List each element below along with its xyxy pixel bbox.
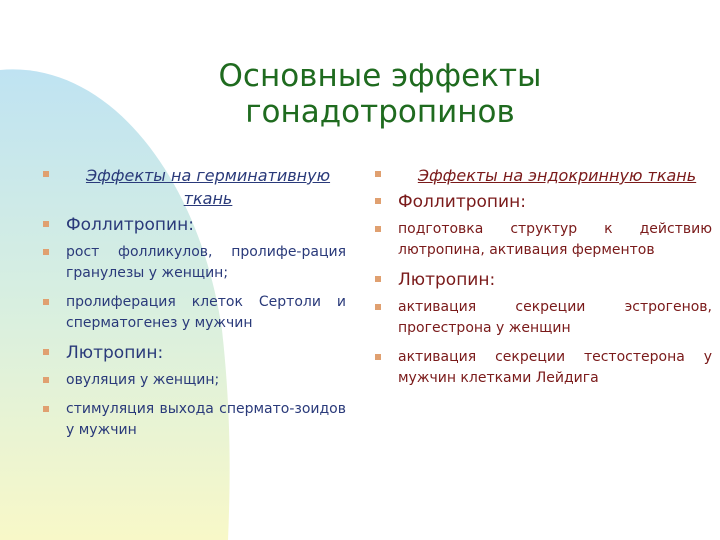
right-heading [372,164,712,187]
left-section-label: Фоллитропин: [66,215,194,235]
left-section-follitropin [40,214,346,236]
list-item-text: рост фолликулов, пролифе-рация гранулезы у женщин; [66,244,346,281]
list-item-text: активация секреции тестостерона у мужчин клетками Лейдига [398,349,712,386]
list-item [40,242,346,284]
bullet-icon [43,349,49,355]
list-item-text: овуляция у женщин; [66,372,220,388]
right-section-label: Лютропин: [398,270,496,290]
bullet-icon [375,226,381,232]
list-item-text: подготовка структур к действию лютропина, активация ферментов [398,221,712,258]
left-section-lutropin [40,342,346,364]
bullet-icon [375,276,381,282]
list-item [40,399,346,441]
right-section-label: Фоллитропин: [398,192,526,212]
list-item-text: стимуляция выхода спермато-зоидов у мужчин [66,401,346,438]
right-column [372,164,712,397]
right-section-lutropin [372,269,712,291]
right-section-follitropin [372,191,712,213]
right-heading-text: Эффекты на эндокринную ткань [417,166,697,185]
bullet-icon [43,249,49,255]
left-column [40,164,346,449]
list-item-text: активация секреции эстрогенов, прогестрона у женщин [398,299,712,336]
list-item [372,219,712,261]
list-item [40,370,346,391]
left-section-label: Лютропин: [66,343,164,363]
list-item [372,347,712,389]
bullet-icon [43,377,49,383]
bullet-icon [43,221,49,227]
list-item-text: пролиферация клеток Сертоли и сперматогенез у мужчин [66,294,346,331]
left-heading-text: Эффекты на герминативную ткань [85,166,331,208]
list-item [372,297,712,339]
bullet-icon [375,354,381,360]
slide-title: Основные эффекты гонадотропинов [218,58,542,130]
bullet-icon [43,406,49,412]
list-item [40,292,346,334]
bullet-icon [43,171,49,177]
bullet-icon [375,198,381,204]
bullet-icon [375,171,381,177]
left-heading [40,164,346,210]
bullet-icon [375,304,381,310]
bullet-icon [43,299,49,305]
